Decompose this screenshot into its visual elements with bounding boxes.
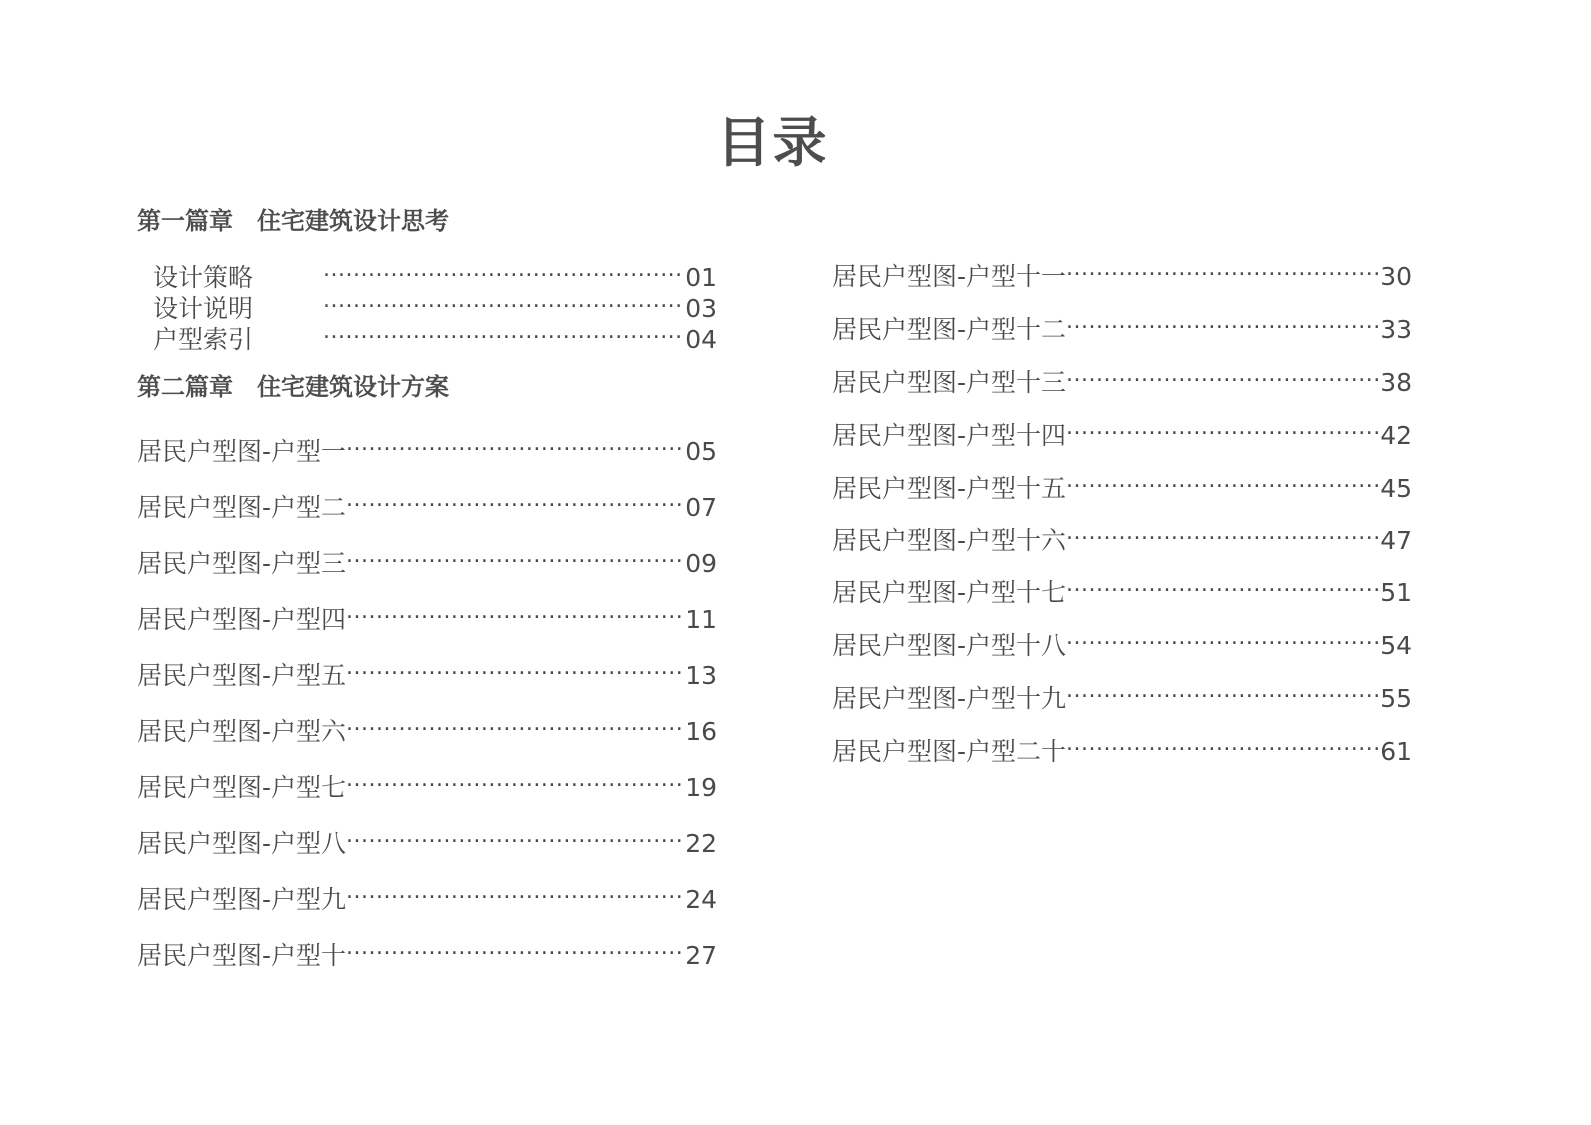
toc-entry-label: 居民户型图-户型八 [137, 829, 347, 858]
toc-page-number: 55 [1380, 684, 1412, 713]
toc-entry[interactable] [137, 484, 717, 522]
toc-page-number: 22 [685, 829, 717, 858]
toc-entry-label: 居民户型图-户型十七 [832, 578, 1067, 607]
toc-page-number: 51 [1380, 578, 1412, 607]
toc-entry[interactable] [153, 285, 717, 323]
toc-entry-label: 居民户型图-户型二十 [832, 737, 1067, 766]
toc-page-number: 33 [1380, 315, 1412, 344]
toc-page-number: 54 [1380, 631, 1412, 660]
toc-leader [1066, 622, 1380, 654]
chapter-heading-2: 第二篇章 住宅建筑设计方案 [137, 373, 449, 401]
toc-entry-label: 居民户型图-户型四 [137, 605, 347, 634]
toc-page-number: 27 [685, 941, 717, 970]
toc-leader [323, 254, 685, 286]
toc-entry[interactable] [832, 253, 1412, 291]
toc-page-number: 42 [1380, 421, 1412, 450]
toc-leader [1066, 465, 1380, 497]
toc-leader [346, 540, 685, 572]
toc-entry[interactable] [832, 675, 1412, 713]
toc-entry[interactable] [137, 596, 717, 634]
toc-page-number: 45 [1380, 474, 1412, 503]
toc-leader [346, 876, 685, 908]
toc-leader [346, 596, 685, 628]
toc-page-number: 03 [685, 294, 717, 323]
toc-entry[interactable] [137, 764, 717, 802]
toc-entry[interactable] [137, 820, 717, 858]
toc-entry[interactable] [832, 569, 1412, 607]
toc-leader [1066, 412, 1380, 444]
toc-leader [1066, 728, 1380, 760]
toc-entry-label: 居民户型图-户型十八 [832, 631, 1067, 660]
chapter-heading-1: 第一篇章 住宅建筑设计思考 [137, 207, 449, 235]
toc-entry-label: 居民户型图-户型十二 [832, 315, 1067, 344]
toc-entry[interactable] [832, 412, 1412, 450]
toc-leader [346, 932, 685, 964]
toc-entry[interactable] [153, 254, 717, 292]
toc-page-number: 47 [1380, 526, 1412, 555]
toc-page-number: 07 [685, 493, 717, 522]
toc-leader [1066, 569, 1380, 601]
toc-leader [1066, 675, 1380, 707]
toc-entry-label: 居民户型图-户型二 [137, 493, 347, 522]
toc-entry[interactable] [137, 652, 717, 690]
toc-entry[interactable] [137, 540, 717, 578]
toc-entry[interactable] [137, 932, 717, 970]
toc-entry-label: 居民户型图-户型六 [137, 717, 347, 746]
toc-entry-label: 居民户型图-户型七 [137, 773, 347, 802]
toc-entry-label: 居民户型图-户型十九 [832, 684, 1067, 713]
toc-leader [346, 820, 685, 852]
toc-entry-label: 居民户型图-户型九 [137, 885, 347, 914]
toc-leader [346, 428, 685, 460]
toc-entry-label: 设计说明 [153, 294, 254, 323]
toc-entry[interactable] [137, 428, 717, 466]
toc-entry-label: 居民户型图-户型十四 [832, 421, 1067, 450]
page-title: 目录 [716, 111, 829, 174]
toc-entry[interactable] [832, 306, 1412, 344]
toc-page-number: 61 [1380, 737, 1412, 766]
toc-leader [1066, 359, 1380, 391]
toc-entry-label: 居民户型图-户型十三 [832, 368, 1067, 397]
toc-leader [1066, 253, 1380, 285]
toc-leader [346, 764, 685, 796]
toc-entry-label: 居民户型图-户型三 [137, 549, 347, 578]
toc-entry-label: 居民户型图-户型十 [137, 941, 347, 970]
toc-page-number: 13 [685, 661, 717, 690]
toc-entry[interactable] [832, 517, 1412, 555]
toc-entry-label: 居民户型图-户型十六 [832, 526, 1067, 555]
toc-entry-label: 居民户型图-户型十一 [832, 262, 1067, 291]
toc-leader [1066, 306, 1380, 338]
toc-leader [323, 285, 685, 317]
toc-entry-label: 居民户型图-户型五 [137, 661, 347, 690]
toc-page-number: 30 [1380, 262, 1412, 291]
toc-leader [323, 316, 685, 348]
toc-entry[interactable] [832, 622, 1412, 660]
toc-page-number: 01 [685, 263, 717, 292]
toc-entry-label: 设计策略 [153, 263, 254, 292]
toc-entry[interactable] [153, 316, 717, 354]
toc-page-number: 05 [685, 437, 717, 466]
toc-page-number: 24 [685, 885, 717, 914]
toc-leader [346, 708, 685, 740]
toc-entry[interactable] [832, 465, 1412, 503]
toc-entry[interactable] [832, 728, 1412, 766]
toc-leader [346, 652, 685, 684]
toc-page-number: 09 [685, 549, 717, 578]
toc-entry[interactable] [137, 876, 717, 914]
toc-page-number: 04 [685, 325, 717, 354]
toc-page-number: 19 [685, 773, 717, 802]
toc-entry[interactable] [832, 359, 1412, 397]
toc-leader [346, 484, 685, 516]
toc-entry-label: 户型索引 [153, 325, 254, 354]
toc-leader [1066, 517, 1380, 549]
toc-entry-label: 居民户型图-户型十五 [832, 474, 1067, 503]
toc-page-number: 11 [685, 605, 717, 634]
toc-page-number: 38 [1380, 368, 1412, 397]
toc-page-number: 16 [685, 717, 717, 746]
toc-entry[interactable] [137, 708, 717, 746]
toc-entry-label: 居民户型图-户型一 [137, 437, 347, 466]
